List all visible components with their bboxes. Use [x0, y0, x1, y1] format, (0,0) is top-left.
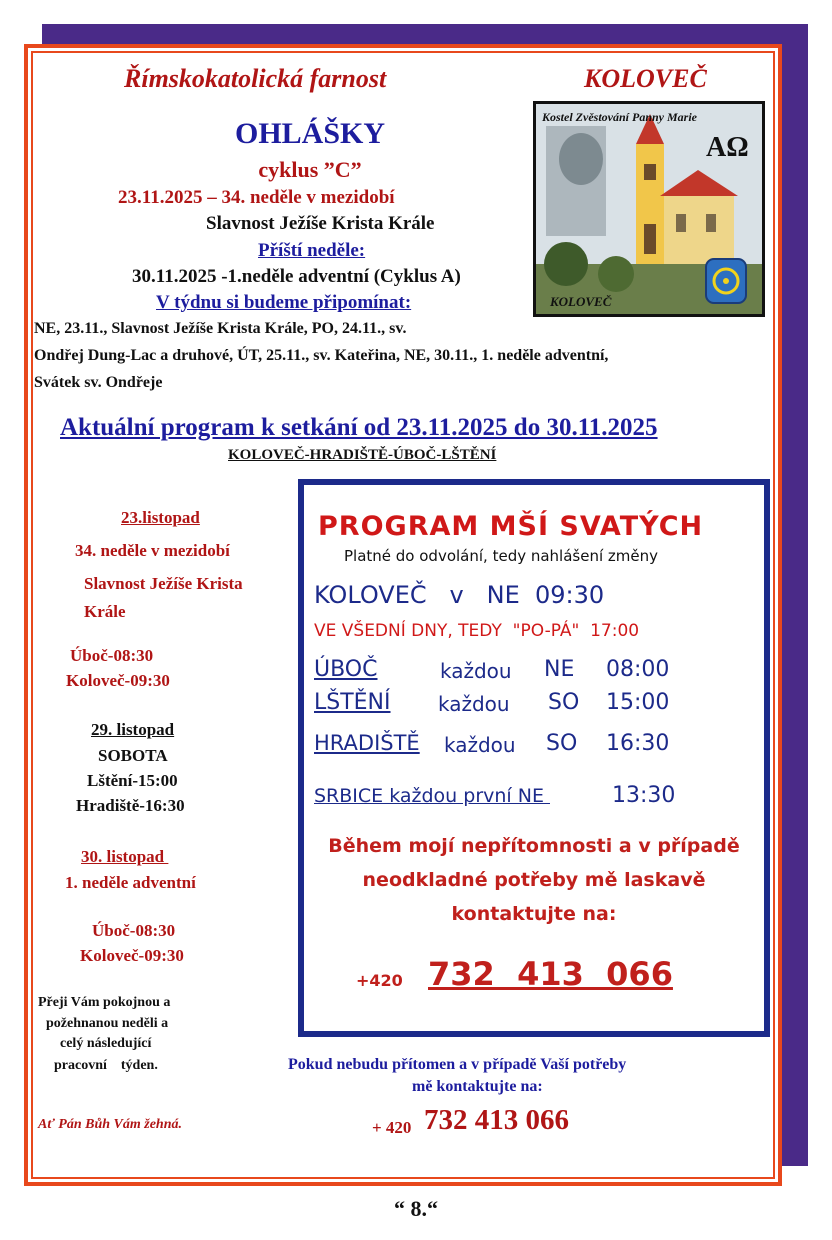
mass-row-uboc-time: 08:00	[606, 657, 670, 682]
wish-line-1: Přeji Vám pokojnou a	[38, 995, 171, 1010]
wish-line-3: celý následující	[60, 1036, 152, 1051]
day2-date: 29. listopad	[91, 720, 175, 739]
mass-row-hradiste-freq: každou	[444, 733, 516, 757]
contact-line-2: mě kontaktujte na:	[412, 1078, 543, 1095]
day3-date: 30. listopad	[81, 847, 169, 866]
contact-line-1: Pokud nebudu přítomen a v případě Vaší potřeby	[288, 1056, 627, 1073]
mass-box-subtitle: Platné do odvolání, tedy nahlášení změny	[344, 547, 659, 565]
mass-row-uboc-place: ÚBOČ	[314, 657, 378, 682]
absence-note-1: Během mojí nepřítomnosti a v případě	[328, 835, 740, 857]
mass-box-title: PROGRAM MŠÍ SVATÝCH	[318, 511, 704, 542]
parish-name: Římskokatolická farnost	[124, 64, 387, 93]
week-text-2: Ondřej Dung-Lac a druhové, ÚT, 25.11., sv. Kateřina, NE, 30.11., 1. neděle adventní,	[34, 347, 609, 364]
mass-row-lsteni-day: SO	[548, 690, 580, 715]
footer-phone-prefix: + 420	[372, 1118, 412, 1137]
mass-row-srbice-time: 13:30	[612, 783, 676, 808]
mass-row-koloves: KOLOVEČ v NE 09:30	[314, 581, 605, 609]
box-phone-number[interactable]: 732 413 066	[428, 955, 673, 993]
day3-mass-1: Úboč-08:30	[92, 921, 176, 940]
next-sunday: 30.11.2025 -1.neděle adventní (Cyklus A)	[132, 266, 461, 287]
church-caption-top: Kostel Zvěstování Panny Marie	[542, 110, 697, 124]
church-image	[533, 101, 765, 317]
day1-feast-2: Krále	[84, 602, 126, 621]
date-line: 23.11.2025 – 34. neděle v mezidobí	[118, 187, 395, 208]
mass-row-weekdays: VE VŠEDNÍ DNY, TEDY "PO-PÁ" 17:00	[314, 621, 640, 641]
footer-phone-number[interactable]: 732 413 066	[424, 1104, 569, 1136]
mass-row-lsteni-freq: každou	[438, 692, 510, 716]
day1-mass-2: Koloveč-09:30	[66, 671, 170, 690]
day3-mass-2: Koloveč-09:30	[80, 946, 184, 965]
absence-note-3: kontaktujte na:	[451, 903, 617, 925]
page-number: “ 8.“	[394, 1196, 438, 1221]
mass-row-hradiste-time: 16:30	[606, 731, 670, 756]
week-text-1: NE, 23.11., Slavnost Ježíše Krista Krále, PO, 24.11., sv.	[34, 320, 407, 337]
wish-line-4: pracovní týden.	[54, 1058, 158, 1073]
day1-mass-1: Úboč-08:30	[70, 646, 154, 665]
mass-program-box	[298, 479, 770, 1037]
day2-day: SOBOTA	[98, 746, 168, 765]
box-phone-prefix: +420	[356, 971, 403, 990]
town-name: KOLOVEČ	[584, 64, 707, 93]
next-sunday-label: Příští neděle:	[258, 240, 366, 261]
program-title: Aktuální program k setkání od 23.11.2025 do 30.11.2025	[60, 414, 658, 441]
blessing: Ať Pán Bůh Vám žehná.	[38, 1117, 182, 1132]
day3-name: 1. neděle adventní	[65, 873, 196, 892]
mass-row-lsteni-place: LŠTĚNÍ	[314, 690, 391, 715]
mass-row-hradiste-place: HRADIŠTĚ	[314, 731, 420, 755]
mass-row-uboc-freq: každou	[440, 659, 512, 683]
day2-mass-1: Lštění-15:00	[87, 771, 178, 790]
church-caption-bottom: KOLOVEČ	[550, 294, 612, 309]
day1-name: 34. neděle v mezidobí	[75, 541, 230, 560]
feast-line: Slavnost Ježíše Krista Krále	[206, 213, 435, 234]
mass-row-lsteni-time: 15:00	[606, 690, 670, 715]
program-places: KOLOVEČ-HRADIŠTĚ-ÚBOČ-LŠTĚNÍ	[228, 447, 497, 463]
day1-feast-1: Slavnost Ježíše Krista	[84, 574, 243, 593]
wish-line-2: požehnanou neděli a	[46, 1016, 169, 1031]
week-text-3: Svátek sv. Ondřeje	[34, 374, 163, 391]
alpha-omega-symbol: ΑΩ	[706, 132, 749, 163]
cycle-label: cyklus ”C”	[258, 157, 362, 182]
mass-row-uboc-day: NE	[544, 657, 575, 682]
day2-mass-2: Hradiště-16:30	[76, 796, 185, 815]
day1-date: 23.listopad	[121, 508, 200, 527]
mass-row-srbice: SRBICE každou první NE	[314, 785, 550, 807]
page-title: OHLÁŠKY	[234, 117, 386, 150]
absence-note-2: neodkladné potřeby mě laskavě	[362, 869, 706, 891]
week-label: V týdnu si budeme připomínat:	[156, 292, 412, 313]
mass-row-hradiste-day: SO	[546, 731, 578, 756]
